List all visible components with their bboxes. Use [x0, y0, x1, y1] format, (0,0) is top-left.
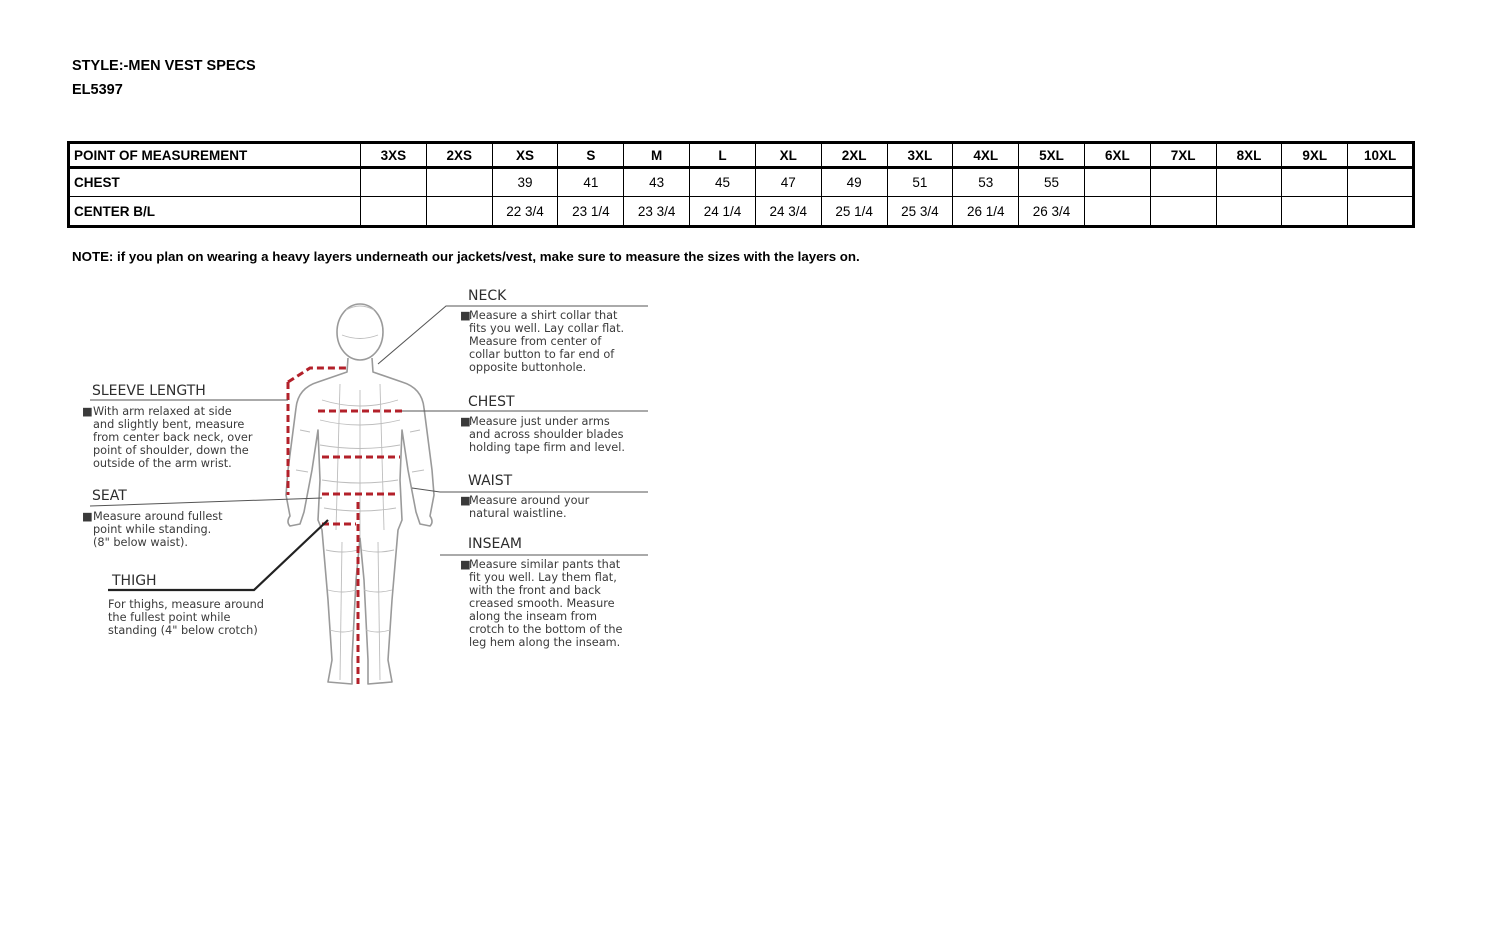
table-cell: 49 [821, 168, 887, 197]
row-label: CHEST [69, 168, 361, 197]
table-row [69, 197, 1414, 227]
table-cell [361, 197, 427, 227]
sleeve-description-line: and slightly bent, measure [93, 418, 245, 431]
sleeve-description-line: With arm relaxed at side [93, 405, 232, 418]
waist-description [469, 494, 590, 520]
table-cell: 23 1/4 [558, 197, 624, 227]
thigh-description [108, 598, 264, 637]
size-header-l: L [690, 143, 756, 168]
svg-text:■: ■ [460, 494, 471, 507]
size-header-6xl: 6XL [1084, 143, 1150, 168]
table-cell [1348, 197, 1414, 227]
sleeve-description-line: from center back neck, over [93, 431, 253, 444]
sleeve-title: SLEEVE LENGTH [92, 383, 206, 399]
table-cell: 25 3/4 [887, 197, 953, 227]
size-header-3xs: 3XS [361, 143, 427, 168]
svg-text:■: ■ [460, 309, 471, 322]
size-header-9xl: 9XL [1282, 143, 1348, 168]
neck-description-line: collar button to far end of [469, 348, 615, 361]
inseam-description-line: fit you well. Lay them flat, [469, 571, 617, 584]
table-cell: 26 1/4 [953, 197, 1019, 227]
table-cell [1282, 168, 1348, 197]
waist-description-line: natural waistline. [469, 507, 567, 520]
neck-title: NECK [468, 288, 507, 304]
thigh-title: THIGH [112, 573, 157, 589]
row-label: CENTER B/L [69, 197, 361, 227]
header-point-of-measurement: POINT OF MEASUREMENT [69, 143, 361, 168]
seat-description-line: (8" below waist). [93, 536, 188, 549]
table-header-row [69, 143, 1414, 168]
size-header-10xl: 10XL [1348, 143, 1414, 168]
neck-description [469, 309, 624, 374]
table-cell: 41 [558, 168, 624, 197]
inseam-description-line: along the inseam from [469, 610, 597, 623]
table-cell: 51 [887, 168, 953, 197]
measurement-lines [288, 368, 402, 684]
thigh-description-line: the fullest point while [108, 611, 231, 624]
size-header-2xs: 2XS [426, 143, 492, 168]
size-header-5xl: 5XL [1019, 143, 1085, 168]
neck-callout [460, 288, 624, 374]
svg-text:■: ■ [82, 510, 93, 523]
table-cell [1282, 197, 1348, 227]
size-header-8xl: 8XL [1216, 143, 1282, 168]
svg-text:■: ■ [82, 405, 93, 418]
table-row [69, 168, 1414, 197]
size-header-7xl: 7XL [1150, 143, 1216, 168]
inseam-description-line: creased smooth. Measure [469, 597, 615, 610]
inseam-title: INSEAM [468, 536, 522, 552]
table-cell: 55 [1019, 168, 1085, 197]
size-header-3xl: 3XL [887, 143, 953, 168]
table-cell: 43 [624, 168, 690, 197]
sleeve-description-line: outside of the arm wrist. [93, 457, 232, 470]
chest-title: CHEST [468, 394, 515, 410]
table-cell: 25 1/4 [821, 197, 887, 227]
thigh-description-line: For thighs, measure around [108, 598, 264, 611]
inseam-description-line: Measure similar pants that [469, 558, 621, 571]
chest-description-line: Measure just under arms [469, 415, 610, 428]
seat-description-line: Measure around fullest [93, 510, 223, 523]
table-cell [1150, 197, 1216, 227]
seat-description [93, 510, 223, 549]
svg-text:■: ■ [460, 558, 471, 571]
neck-description-line: opposite buttonhole. [469, 361, 587, 374]
thigh-callout [108, 573, 264, 637]
size-spec-table [67, 141, 1415, 228]
inseam-callout [460, 536, 622, 649]
table-cell: 26 3/4 [1019, 197, 1085, 227]
sleeve-callout [82, 383, 253, 470]
chest-description-line: and across shoulder blades [469, 428, 624, 441]
layering-note: NOTE: if you plan on wearing a heavy layers underneath our jackets/vest, make sure to measure the sizes with the layers on. [72, 249, 860, 264]
table-cell [1084, 168, 1150, 197]
table-cell [361, 168, 427, 197]
table-cell: 39 [492, 168, 558, 197]
size-header-s: S [558, 143, 624, 168]
neck-description-line: fits you well. Lay collar flat. [469, 322, 625, 335]
thigh-description-line: standing (4" below crotch) [108, 624, 258, 637]
table-cell: 24 1/4 [690, 197, 756, 227]
sleeve-description-line: point of shoulder, down the [93, 444, 249, 457]
svg-text:■: ■ [460, 415, 471, 428]
table-cell: 53 [953, 168, 1019, 197]
style-code: EL5397 [72, 82, 123, 98]
table-cell: 47 [755, 168, 821, 197]
style-title: STYLE:-MEN VEST SPECS [72, 58, 256, 74]
table-cell [1216, 197, 1282, 227]
neck-description-line: Measure a shirt collar that [469, 309, 618, 322]
waist-callout [460, 473, 590, 520]
table-cell: 24 3/4 [755, 197, 821, 227]
inseam-description [469, 558, 622, 649]
table-cell [1084, 197, 1150, 227]
seat-description-line: point while standing. [93, 523, 212, 536]
table-cell [426, 197, 492, 227]
chest-description-line: holding tape firm and level. [469, 441, 625, 454]
table-cell: 22 3/4 [492, 197, 558, 227]
table-cell [1216, 168, 1282, 197]
waist-title: WAIST [468, 473, 513, 489]
chest-callout [460, 394, 625, 454]
size-header-2xl: 2XL [821, 143, 887, 168]
waist-description-line: Measure around your [469, 494, 590, 507]
measurement-guide-figure [60, 280, 680, 700]
chest-description [469, 415, 625, 454]
seat-callout [82, 488, 223, 549]
table-cell: 23 3/4 [624, 197, 690, 227]
inseam-description-line: leg hem along the inseam. [469, 636, 621, 649]
sleeve-description [93, 405, 253, 470]
size-header-m: M [624, 143, 690, 168]
size-header-4xl: 4XL [953, 143, 1019, 168]
table-cell [1348, 168, 1414, 197]
size-header-xs: XS [492, 143, 558, 168]
table-cell [426, 168, 492, 197]
inseam-description-line: crotch to the bottom of the [469, 623, 623, 636]
table-cell: 45 [690, 168, 756, 197]
table-cell [1150, 168, 1216, 197]
neck-description-line: Measure from center of [469, 335, 602, 348]
seat-title: SEAT [92, 488, 127, 504]
size-header-xl: XL [755, 143, 821, 168]
inseam-description-line: with the front and back [469, 584, 601, 597]
